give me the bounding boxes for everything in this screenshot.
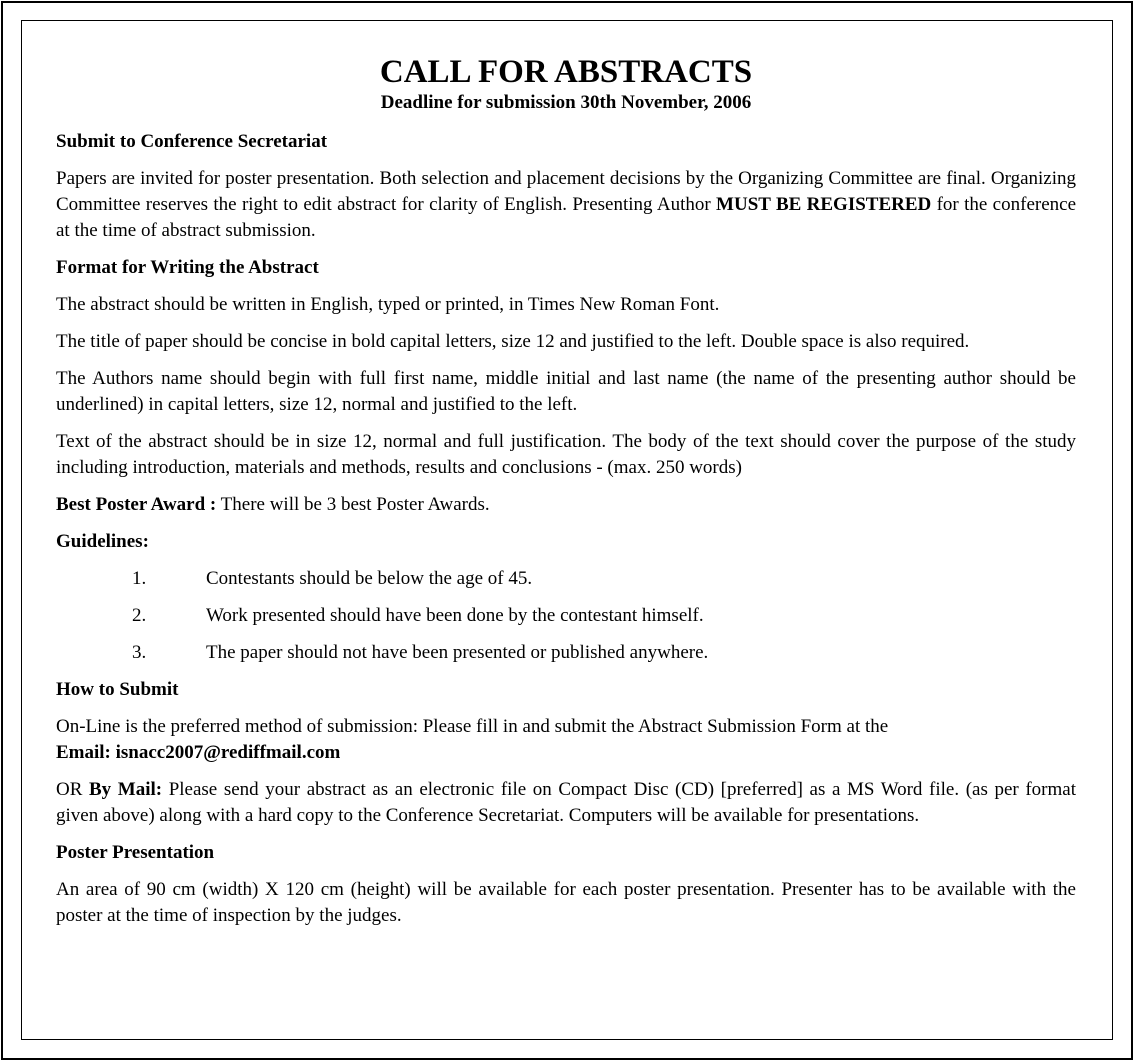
online-text: On-Line is the preferred method of submission: Please fill in and submit the Abstract Submission Form at the — [56, 716, 889, 737]
how-to-submit-heading: How to Submit — [56, 679, 179, 700]
award-label: Best Poster Award : — [56, 494, 217, 515]
list-text: Work presented should have been done by the contestant himself. — [206, 605, 704, 626]
format-paragraph-4: Text of the abstract should be in size 12, normal and full justification. The body of the text should cover the purpose of the study including introduction, materials and methods, results and conclusions - (max. 250 words) — [56, 431, 1076, 478]
list-number: 2. — [132, 605, 147, 626]
mail-label: By Mail: — [89, 779, 163, 800]
format-paragraph-2: The title of paper should be concise in bold capital letters, size 12 and justified to the left. Double space is also required. — [56, 331, 970, 352]
registration-emphasis: MUST BE REGISTERED — [716, 194, 932, 215]
list-number: 1. — [132, 568, 147, 589]
email-label: Email: isnacc2007@rediffmail.com — [56, 742, 341, 763]
list-text: Contestants should be below the age of 45. — [206, 568, 533, 589]
online-paragraph — [56, 714, 1076, 766]
page-title: CALL FOR ABSTRACTS — [379, 54, 753, 90]
list-text: The paper should not have been presented or published anywhere. — [206, 642, 709, 663]
award-paragraph — [56, 492, 1076, 518]
poster-paragraph: An area of 90 cm (width) X 120 cm (height) will be available for each poster presentation. Presenter has to be available with the poster at the time of inspection by the judges. — [56, 879, 1076, 926]
submit-text-1: Papers are invited for poster presentation. Both selection and placement decisions by the Organizing Committee are final. Organizing Committee reserves the right to edit abstract for clarity of English. Presenting Author — [56, 168, 1076, 215]
mail-prefix: OR — [56, 779, 89, 800]
mail-text: Please send your abstract as an electronic file on Compact Disc (CD) [preferred] as a MS Word file. (as per format given above) along with a hard copy to the Conference Secretariat. Computers will be available for presentations. — [56, 779, 1076, 826]
submit-text-2: for the conference at the time of abstract submission. — [56, 194, 1076, 241]
award-text: There will be 3 best Poster Awards. — [216, 494, 490, 515]
document-body — [56, 48, 1076, 929]
submit-paragraph — [56, 166, 1076, 244]
guidelines-heading: Guidelines: — [56, 531, 149, 552]
list-item — [56, 640, 1076, 666]
format-paragraph-1: The abstract should be written in English, typed or printed, in Times New Roman Font. — [56, 294, 720, 315]
poster-heading: Poster Presentation — [56, 842, 215, 863]
list-item — [56, 603, 1076, 629]
format-heading: Format for Writing the Abstract — [56, 257, 319, 278]
list-item — [56, 566, 1076, 592]
submit-heading: Submit to Conference Secretariat — [56, 131, 328, 152]
deadline-subtitle: Deadline for submission 30th November, 2006 — [380, 92, 752, 113]
format-paragraph-3: The Authors name should begin with full first name, middle initial and last name (the name of the presenting author should be underlined) in capital letters, size 12, normal and justified to the left. — [56, 368, 1076, 415]
mail-paragraph — [56, 777, 1076, 829]
list-number: 3. — [132, 642, 147, 663]
